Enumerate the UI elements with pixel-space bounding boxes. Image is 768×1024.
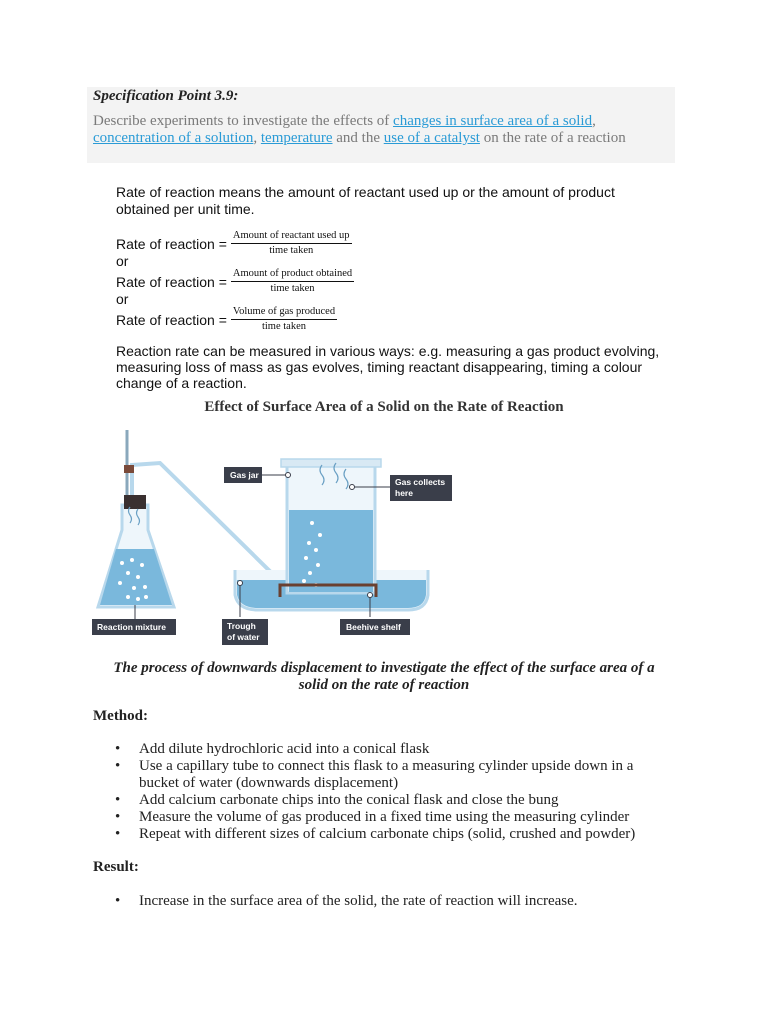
formula-numerator: Amount of reactant used up — [231, 230, 352, 244]
gas-jar-rim — [281, 459, 381, 467]
method-item: • Measure the volume of gas produced in a fixed time using the measuring cylinder — [93, 809, 673, 826]
rate-definition: Rate of reaction means the amount of reactant used up or the amount of product obtained per unit time. — [116, 184, 615, 217]
link-surface-area[interactable]: changes in surface area of a solid — [393, 113, 593, 129]
method-item: • Add dilute hydrochloric acid into a conical flask — [93, 741, 673, 758]
formula-numerator: Amount of product obtained — [231, 268, 354, 282]
method-item: • Add calcium carbonate chips into the conical flask and close the bung — [93, 792, 673, 809]
spec-description — [93, 113, 653, 147]
label-reaction-mixture: Reaction mixture — [97, 622, 166, 632]
label-gas-collects-2: here — [395, 488, 413, 498]
formula-lhs: Rate of reaction = — [116, 273, 227, 290]
figure-title: Effect of Surface Area of a Solid on the Rate of Reaction — [204, 399, 564, 415]
method-heading: Method: — [93, 708, 148, 724]
spec-title: Specification Point 3.9: — [93, 88, 239, 104]
result-item: • Increase in the surface area of the solid, the rate of reaction will increase. — [93, 893, 673, 910]
formula-row — [116, 306, 337, 333]
formula-lhs: Rate of reaction = — [116, 311, 227, 328]
label-gas-collects: Gas collects — [395, 477, 446, 487]
spec-desc-intro: Describe experiments to investigate the effects of — [93, 113, 394, 129]
downward-displacement-diagram — [90, 425, 460, 645]
formula-denominator: time taken — [261, 321, 306, 332]
spec-desc-end: on the rate of a reaction — [479, 130, 626, 146]
spec-sep: , — [592, 113, 596, 129]
formula-fraction — [231, 230, 352, 257]
label-trough: Trough — [227, 621, 256, 631]
or-label: or — [116, 291, 129, 307]
label-beehive: Beehive shelf — [346, 622, 401, 632]
formula-row — [116, 230, 352, 257]
or-label: or — [116, 253, 129, 269]
formula-numerator: Volume of gas produced — [231, 306, 337, 320]
formula-denominator: time taken — [270, 283, 315, 294]
method-item: • Use a capillary tube to connect this flask to a measuring cylinder upside down in a bucket of water (downwards displacement) — [93, 758, 673, 792]
method-list — [93, 741, 673, 843]
measurement-methods: Reaction rate can be measured in various ways: e.g. measuring a gas product evolving, measuring loss of mass as gas evolves, timing reactant disappearing, timing a colour change of a reaction. — [116, 343, 660, 391]
tube-clamp — [124, 465, 134, 473]
formula-row — [116, 268, 354, 295]
label-gas-jar: Gas jar — [230, 470, 259, 480]
label-trough-2: of water — [227, 632, 260, 642]
link-concentration[interactable]: concentration of a solution — [93, 130, 254, 146]
spec-and: and the — [332, 130, 384, 146]
formula-denominator: time taken — [269, 245, 314, 256]
gas-jar-water — [289, 510, 373, 592]
method-item: • Repeat with different sizes of calcium carbonate chips (solid, crushed and powder) — [93, 826, 673, 843]
formula-fraction — [231, 306, 337, 333]
link-catalyst[interactable]: use of a catalyst — [383, 130, 480, 146]
link-temperature[interactable]: temperature — [260, 130, 333, 146]
figure-caption: The process of downwards displacement to investigate the effect of the surface area of a solid on the rate of reaction — [113, 660, 655, 693]
formula-fraction — [231, 268, 354, 295]
result-heading: Result: — [93, 859, 139, 875]
result-list — [93, 893, 673, 910]
spec-sep: , — [253, 130, 261, 146]
flask-bung — [124, 495, 146, 509]
formula-lhs: Rate of reaction = — [116, 235, 227, 252]
